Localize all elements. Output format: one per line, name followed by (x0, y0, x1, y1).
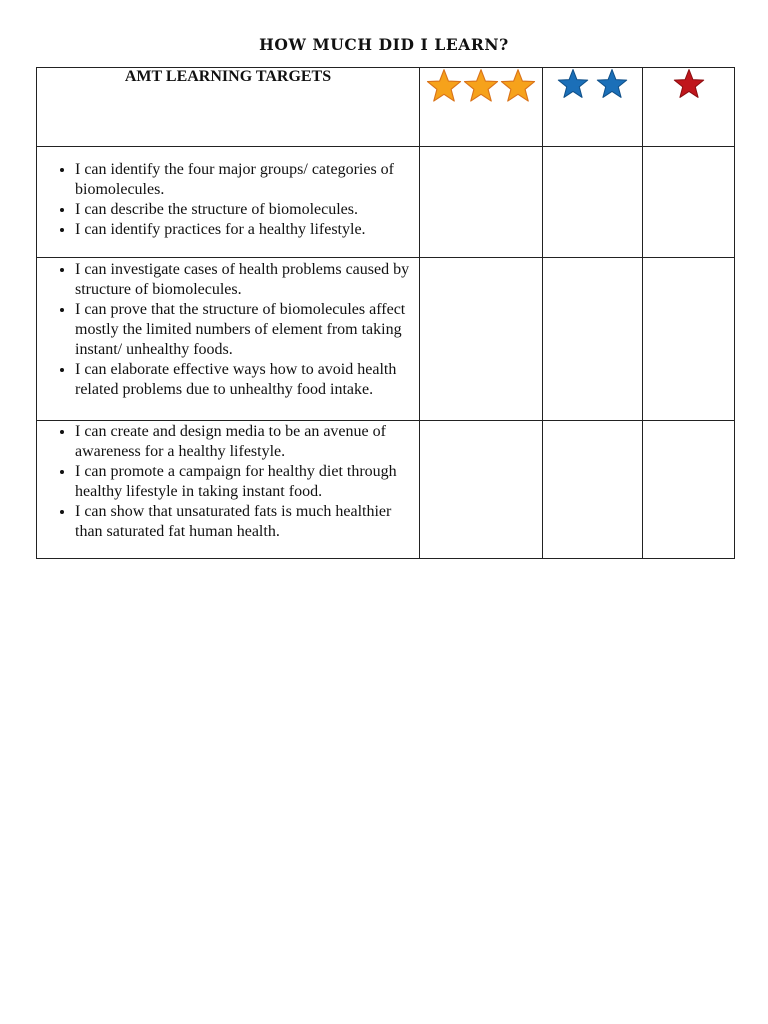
list-item: • I can identify the four major groups/ categories of biomolecules. (75, 160, 413, 200)
page-title: HOW MUCH DID I LEARN? (259, 35, 509, 54)
two-stars-icon (557, 68, 628, 100)
one-star-rating-cell[interactable] (643, 421, 735, 559)
three-star-header (420, 68, 543, 147)
star-icon (463, 68, 499, 104)
three-star-rating-cell[interactable] (420, 147, 543, 258)
one-star-rating-cell[interactable] (643, 147, 735, 258)
star-icon (673, 68, 705, 100)
target-list (37, 421, 419, 542)
two-star-rating-cell[interactable] (543, 258, 643, 421)
one-star-header (643, 68, 735, 147)
three-star-rating-cell[interactable] (420, 421, 543, 559)
targets-cell (37, 421, 420, 559)
one-star-rating-cell[interactable] (643, 258, 735, 421)
table-row (37, 147, 735, 258)
three-stars-icon (426, 68, 536, 104)
three-star-rating-cell[interactable] (420, 258, 543, 421)
targets-cell (37, 147, 420, 258)
target-list (37, 147, 419, 240)
target-list (37, 258, 419, 400)
list-item: • I can identify practices for a healthy lifestyle. (75, 220, 413, 240)
table-row (37, 421, 735, 559)
learning-targets-table (36, 67, 735, 559)
table-row (37, 258, 735, 421)
list-item: • I can elaborate effective ways how to avoid health related problems due to unhealthy food intake. (75, 360, 413, 400)
star-icon (426, 68, 462, 104)
list-item: • I can prove that the structure of biomolecules affect mostly the limited numbers of element from taking instant/ unhealthy foods. (75, 300, 413, 360)
list-item: • I can create and design media to be an avenue of awareness for a healthy lifestyle. (75, 422, 413, 462)
targets-cell (37, 258, 420, 421)
learning-targets-header: AMT LEARNING TARGETS (37, 68, 420, 147)
list-item: • I can promote a campaign for healthy diet through healthy lifestyle in taking instant food. (75, 462, 413, 502)
list-item: • I can describe the structure of biomolecules. (75, 200, 413, 220)
two-star-rating-cell[interactable] (543, 421, 643, 559)
two-star-header (543, 68, 643, 147)
list-item: • I can investigate cases of health problems caused by structure of biomolecules. (75, 260, 413, 300)
list-item: • I can show that unsaturated fats is much healthier than saturated fat human health. (75, 502, 413, 542)
star-icon (500, 68, 536, 104)
two-star-rating-cell[interactable] (543, 147, 643, 258)
star-icon (557, 68, 589, 100)
one-star-icon (673, 68, 705, 100)
star-icon (596, 68, 628, 100)
table-header-row (37, 68, 735, 147)
